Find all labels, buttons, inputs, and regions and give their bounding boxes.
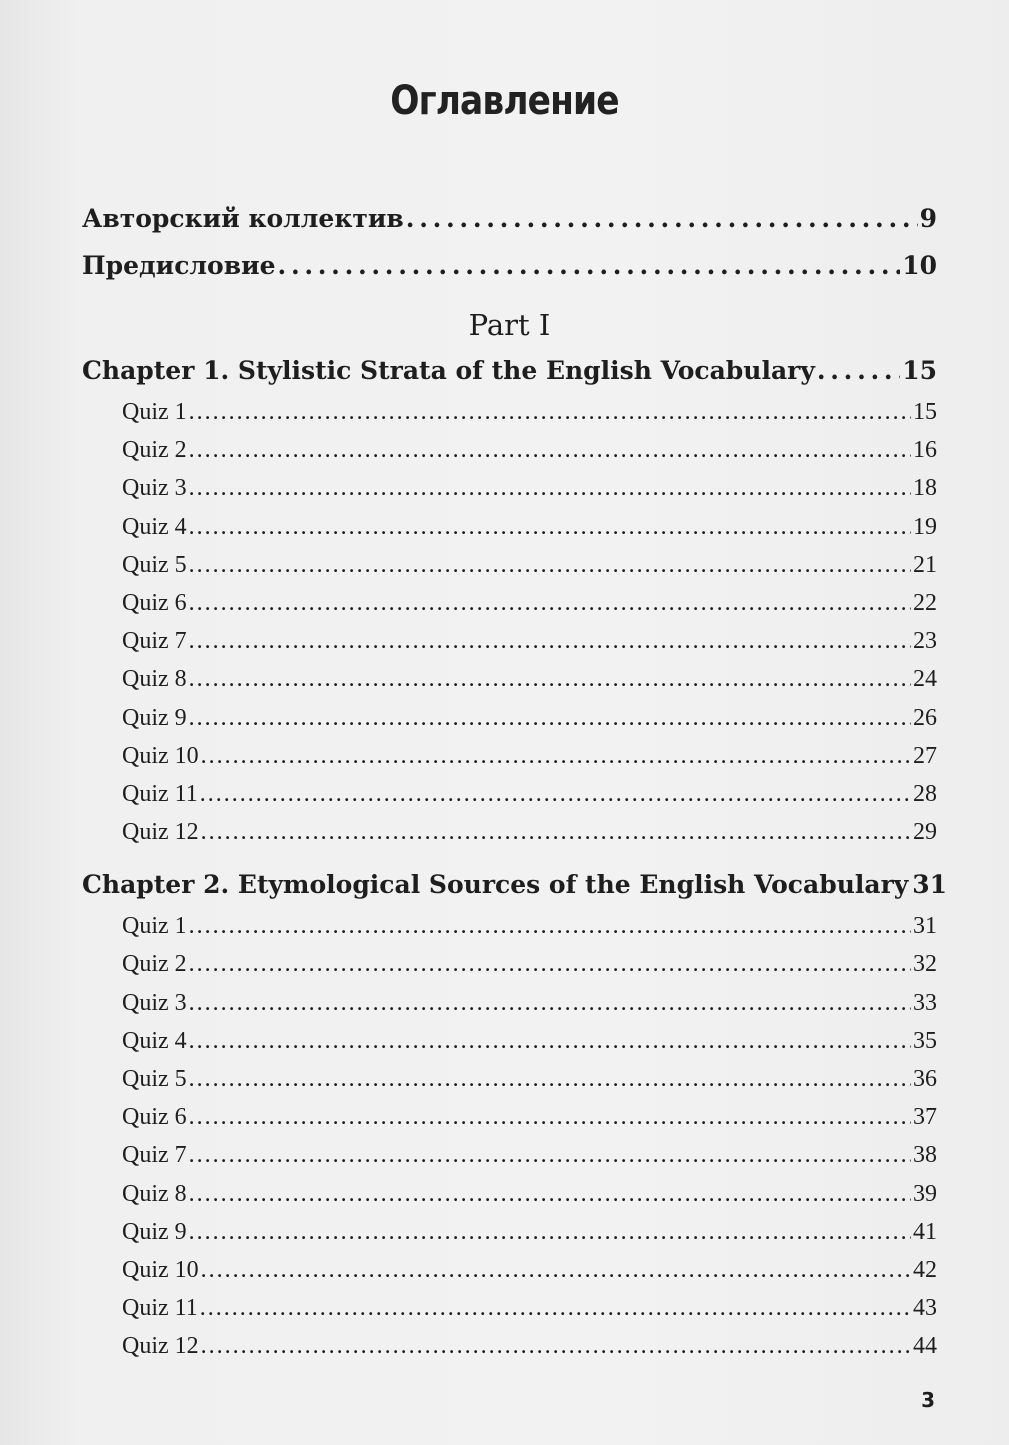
entry-page: 37 — [913, 1104, 937, 1131]
dot-leader — [189, 984, 911, 1022]
dot-leader — [189, 1213, 911, 1251]
entry-page: 36 — [913, 1066, 937, 1092]
entry-page: 31 — [913, 913, 937, 940]
dot-leader — [189, 431, 911, 469]
entry-page: 28 — [913, 780, 937, 807]
chapter-list — [82, 349, 948, 1366]
entry-label: Quiz 7 — [122, 628, 187, 655]
quiz-entry — [82, 1251, 937, 1289]
dot-leader — [189, 1098, 911, 1136]
dot-leader — [189, 622, 911, 660]
quiz-entry — [82, 1136, 937, 1174]
entry-page: 38 — [913, 1142, 937, 1169]
dot-leader — [201, 1327, 911, 1365]
entry-label: Авторский коллектив — [82, 204, 404, 233]
toc-entry-authors — [82, 195, 937, 242]
dot-leader — [278, 242, 901, 289]
dot-leader — [189, 508, 911, 546]
dot-leader — [817, 349, 900, 393]
quiz-entry — [82, 1289, 937, 1327]
dot-leader — [189, 393, 911, 431]
dot-leader — [189, 1136, 911, 1174]
entry-label: Quiz 3 — [122, 989, 187, 1016]
entry-label: Quiz 12 — [122, 819, 199, 846]
dot-leader — [189, 584, 911, 622]
quiz-entry — [82, 699, 937, 737]
entry-page: 29 — [913, 819, 937, 846]
entry-page: 33 — [913, 989, 937, 1016]
dot-leader — [189, 469, 911, 507]
chapter-gap — [82, 851, 937, 863]
quiz-entry — [82, 1098, 937, 1136]
entry-label: Quiz 11 — [122, 1295, 198, 1322]
entry-page: 41 — [913, 1218, 937, 1245]
entry-label: Quiz 9 — [122, 1218, 187, 1245]
quiz-entry — [82, 393, 937, 431]
quiz-entry — [82, 984, 937, 1022]
quiz-entry — [82, 508, 937, 546]
quiz-entry — [82, 813, 937, 851]
entry-page: 23 — [913, 628, 937, 655]
dot-leader — [189, 945, 911, 983]
entry-page: 18 — [913, 475, 937, 502]
entry-page: 15 — [902, 356, 937, 385]
quiz-entry — [82, 1022, 937, 1060]
dot-leader — [189, 907, 911, 945]
quiz-entry — [82, 1175, 937, 1213]
quiz-entry — [82, 775, 937, 813]
dot-leader — [189, 1022, 911, 1060]
entry-page: 44 — [913, 1333, 937, 1360]
entry-label: Quiz 10 — [122, 742, 199, 769]
entry-page: 16 — [913, 437, 937, 464]
entry-page: 22 — [913, 589, 937, 616]
entry-page: 10 — [902, 251, 937, 280]
quiz-entry — [82, 907, 937, 945]
quiz-entry — [82, 660, 937, 698]
entry-label: Quiz 8 — [122, 1180, 187, 1207]
part-heading: Part I — [468, 308, 551, 342]
entry-page: 31 — [912, 870, 948, 900]
quiz-entry — [82, 546, 937, 584]
entry-label: Quiz 11 — [122, 780, 198, 807]
entry-label: Quiz 2 — [122, 951, 187, 978]
dot-leader — [201, 813, 911, 851]
quiz-entry — [82, 431, 937, 469]
page-number: 3 — [921, 1388, 935, 1412]
dot-leader — [201, 737, 911, 775]
toc-title: Оглавление — [390, 78, 619, 124]
quiz-entry — [82, 1060, 937, 1098]
entry-page: 39 — [913, 1180, 937, 1207]
entry-label: Quiz 2 — [122, 437, 187, 464]
entry-label: Quiz 3 — [122, 475, 187, 502]
entry-label: Quiz 10 — [122, 1256, 199, 1283]
entry-label: Quiz 4 — [122, 1027, 187, 1054]
entry-label: Chapter 1. Stylistic Strata of the English Vocabulary — [82, 356, 815, 385]
entry-page: 21 — [913, 551, 937, 578]
dot-leader — [189, 1060, 911, 1098]
entry-label: Quiz 4 — [122, 513, 187, 540]
chapter-entry — [82, 349, 937, 393]
entry-label: Quiz 5 — [122, 1066, 187, 1092]
dot-leader — [201, 1251, 911, 1289]
quiz-entry — [82, 1213, 937, 1251]
entry-label: Quiz 6 — [122, 589, 187, 616]
entry-page: 32 — [913, 951, 937, 978]
dot-leader — [200, 775, 911, 813]
entry-label: Quiz 8 — [122, 666, 187, 693]
entry-label: Quiz 5 — [122, 551, 187, 578]
entry-label: Предисловие — [82, 251, 276, 280]
entry-page: 43 — [913, 1295, 937, 1322]
entry-label: Quiz 1 — [122, 399, 187, 425]
quiz-entry — [82, 737, 937, 775]
entry-page: 24 — [913, 666, 937, 693]
quiz-entry — [82, 1327, 937, 1365]
toc-entries — [82, 195, 948, 1366]
entry-page: 27 — [913, 742, 937, 769]
quiz-entry — [82, 469, 937, 507]
entry-label: Quiz 12 — [122, 1333, 199, 1360]
entry-label: Quiz 7 — [122, 1142, 187, 1169]
dot-leader — [406, 195, 918, 242]
entry-page: 15 — [913, 399, 937, 425]
quiz-entry — [82, 584, 937, 622]
dot-leader — [189, 1175, 911, 1213]
entry-page: 42 — [913, 1256, 937, 1283]
entry-page: 26 — [913, 704, 937, 731]
entry-label: Quiz 9 — [122, 704, 187, 731]
quiz-entry — [82, 622, 937, 660]
entry-label: Chapter 2. Etymological Sources of the English Vocabulary — [82, 870, 909, 900]
dot-leader — [189, 546, 911, 584]
quiz-entry — [82, 945, 937, 983]
entry-page: 9 — [919, 204, 937, 233]
chapter-entry — [82, 863, 948, 907]
entry-label: Quiz 1 — [122, 913, 187, 940]
entry-label: Quiz 6 — [122, 1104, 187, 1131]
entry-page: 19 — [913, 513, 937, 540]
dot-leader — [189, 699, 911, 737]
dot-leader — [200, 1289, 911, 1327]
dot-leader — [189, 660, 911, 698]
entry-page: 35 — [913, 1027, 937, 1054]
toc-entry-preface — [82, 242, 937, 289]
